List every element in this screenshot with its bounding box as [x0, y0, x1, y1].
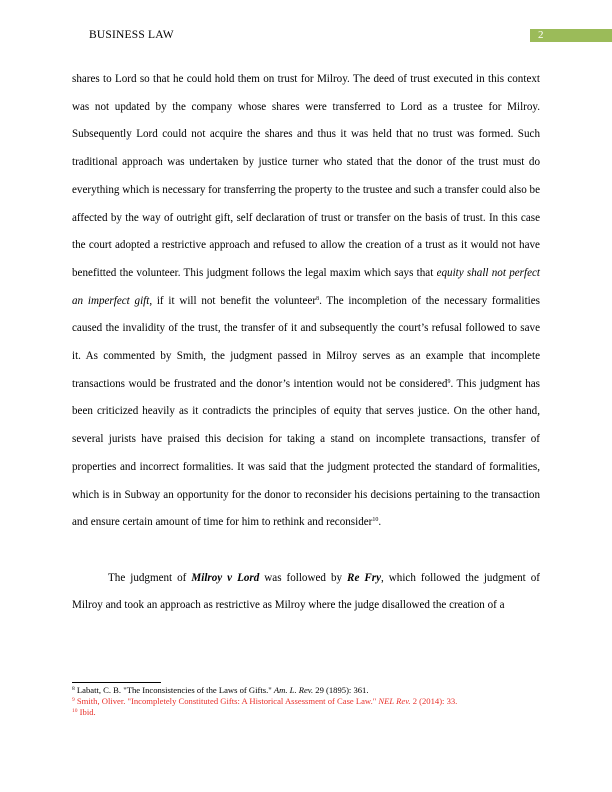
footnote-8 [72, 685, 540, 696]
footnote-journal: NEL Rev. [378, 696, 411, 706]
paragraph-text: . [378, 516, 382, 529]
footnote-number: 9 [72, 697, 75, 703]
footnote-separator [72, 682, 161, 683]
footnote-citation: 29 (1895): 361. [313, 685, 369, 695]
footnote-text: Labatt, C. B. "The Inconsistencies of the Laws of Gifts." [76, 685, 274, 695]
footnote-number: 8 [72, 686, 75, 692]
paragraph-text: was followed by [259, 571, 348, 584]
page-number: 2 [530, 29, 612, 42]
footnote-10 [72, 707, 540, 718]
paragraph-text: , which followed the judgment of Milroy and took an approach as restrictive as Milroy where the judge disallowed the creation of a [72, 571, 540, 612]
footnote-citation: 2 (2014): 33. [410, 696, 458, 706]
paragraph-text: . This judgment has been criticized heavily as it contradicts the principles of equity that serves justice. On the other hand, several jurists have praised this decision for taking a stand on incomplete transactions, transfer of properties and incorrect formalities. It was said that the judgment protected the standard of formalities, which is in Subway an opportunity for the donor to reconsider his decisions pertaining to the transaction and ensure certain amount of time for him to rethink and reconsider [72, 377, 540, 529]
paragraph-text: The judgment of [108, 571, 192, 584]
paragraph-text: shares to Lord so that he could hold them on trust for Milroy. The deed of trust executed in this context was not updated by the company whose shares were transferred to Lord as a trustee for Milroy. Subsequently Lord could not acquire the shares and thus it was held that no trust was formed. Such traditional approach was undertaken by justice turner who stated that the donor of the trust must do everything which is necessary for transferring the property to the trustee and such a transfer could also be affected by the way of outright gift, self declaration of trust or transfer on the basis of trust. In this case the court adopted a restrictive approach and refused to allow the creation of a trust as it would not have benefitted the volunteer. This judgment follows the legal maxim which says that [72, 73, 540, 279]
footnote-ref-8[interactable]: 8 [316, 295, 320, 302]
footnote-text: Smith, Oliver. "Incompletely Constituted Gifts: A Historical Assessment of Case Law." [76, 696, 379, 706]
footnote-ref-9[interactable]: 9 [447, 378, 451, 385]
footnote-text: Ibid. [79, 707, 96, 717]
footnote-number: 10 [72, 708, 78, 714]
footnote-9 [72, 696, 540, 707]
body-text [72, 66, 540, 620]
case-name-re-fry: Re Fry [347, 571, 382, 584]
paragraph-text: , if it will not benefit the volunteer [149, 294, 317, 307]
case-name-milroy: Milroy v Lord [191, 571, 260, 584]
paragraph-2 [72, 565, 540, 620]
legal-maxim: equity shall not perfect an imperfect gift [72, 266, 540, 307]
running-header: BUSINESS LAW [89, 29, 174, 41]
paragraph-text: . The incompletion of the necessary formalities caused the invalidity of the trust, the transfer of it and subsequently the court’s refusal followed to save it. As commented by Smith, the judgment passed in Milroy serves as an example that incomplete transactions would be frustrated and the donor’s intention would not be considered [72, 294, 540, 390]
paragraph-1 [72, 66, 540, 537]
footnote-journal: Am. L. Rev. [273, 685, 314, 695]
footnote-ref-10[interactable]: 10 [372, 517, 379, 524]
footnotes [72, 685, 540, 718]
